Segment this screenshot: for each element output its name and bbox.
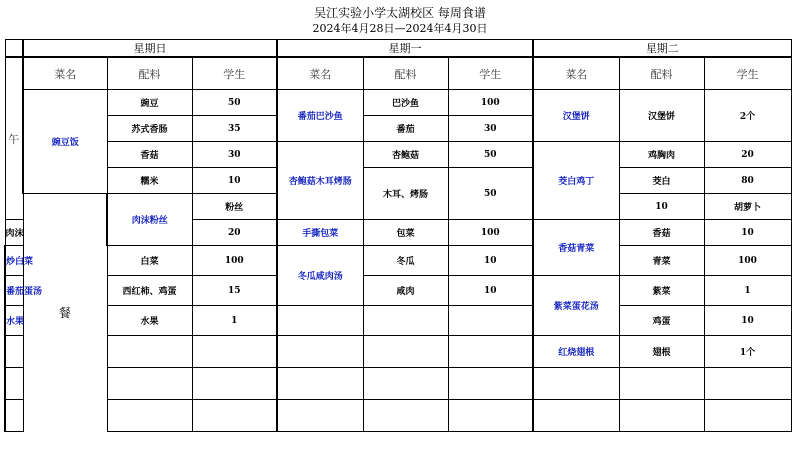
- mon-ingredient: 杏鲍菇: [363, 142, 448, 168]
- sun-qty: 50: [192, 90, 277, 116]
- empty-cell: [363, 400, 448, 432]
- sun-dish-1: 豌豆饭: [23, 90, 107, 194]
- tue-ingredient: 胡萝卜: [704, 194, 791, 220]
- empty-cell: [533, 368, 619, 400]
- empty-cell: [192, 368, 277, 400]
- sun-ingredient: 苏式香肠: [107, 116, 192, 142]
- sun-ingredient: 西红柿、鸡蛋: [107, 276, 192, 306]
- empty-cell: [277, 400, 363, 432]
- empty-cell: [619, 400, 704, 432]
- tue-dish-4: 紫菜蛋花汤: [533, 276, 619, 336]
- empty-cell: [277, 336, 363, 368]
- empty-cell: [192, 336, 277, 368]
- empty-cell: [5, 368, 23, 400]
- empty-cell: [619, 368, 704, 400]
- tue-ingredient: 香菇: [619, 220, 704, 246]
- side-label-wu: 午: [5, 57, 23, 220]
- sun-ingredient: 水果: [107, 306, 192, 336]
- tue-qty: 1: [704, 276, 791, 306]
- sun-qty: 30: [192, 142, 277, 168]
- header-student: 学生: [704, 57, 791, 90]
- mon-ingredient: 咸肉: [363, 276, 448, 306]
- tue-ingredient: 茭白: [619, 168, 704, 194]
- day-sunday: 星期日: [23, 40, 277, 58]
- header-ingredient: 配料: [619, 57, 704, 90]
- tue-qty: 10: [704, 220, 791, 246]
- day-monday: 星期一: [277, 40, 533, 58]
- tue-ingredient: 鸡胸肉: [619, 142, 704, 168]
- empty-cell: [277, 306, 363, 336]
- empty-cell: [5, 336, 23, 368]
- mon-ingredient: 包菜: [363, 220, 448, 246]
- sun-qty: 10: [619, 194, 704, 220]
- mon-qty: 30: [448, 116, 533, 142]
- tue-ingredient: 紫菜: [619, 276, 704, 306]
- sun-qty: 20: [192, 220, 277, 246]
- empty-cell: [363, 306, 448, 336]
- sun-qty: 35: [192, 116, 277, 142]
- sun-ingredient: 肉沫: [5, 220, 23, 246]
- empty-cell: [533, 400, 619, 432]
- mon-qty: 100: [448, 220, 533, 246]
- tue-ingredient: 翅根: [619, 336, 704, 368]
- mon-ingredient: 冬瓜: [363, 246, 448, 276]
- tue-qty: 10: [704, 306, 791, 336]
- empty-cell: [363, 336, 448, 368]
- empty-cell: [448, 368, 533, 400]
- empty-cell: [5, 400, 23, 432]
- sun-ingredient: 粉丝: [192, 194, 277, 220]
- sun-qty: 1: [192, 306, 277, 336]
- empty-cell: [107, 336, 192, 368]
- mon-dish-1: 番茄巴沙鱼: [277, 90, 363, 142]
- empty-cell: [448, 306, 533, 336]
- empty-cell: [448, 336, 533, 368]
- empty-cell: [448, 400, 533, 432]
- tue-qty: 80: [704, 168, 791, 194]
- mon-dish-4: 冬瓜咸肉汤: [277, 246, 363, 306]
- sun-qty: 10: [192, 168, 277, 194]
- menu-table: [4, 39, 792, 432]
- tue-ingredient: 汉堡饼: [619, 90, 704, 142]
- tue-dish-5: 红烧翅根: [533, 336, 619, 368]
- empty-cell: [192, 400, 277, 432]
- empty-cell: [363, 368, 448, 400]
- empty-cell: [277, 368, 363, 400]
- mon-qty: 10: [448, 246, 533, 276]
- mon-qty: 10: [448, 276, 533, 306]
- mon-ingredient: 巴沙鱼: [363, 90, 448, 116]
- tue-qty: 20: [704, 142, 791, 168]
- tue-qty: 100: [704, 246, 791, 276]
- mon-dish-2: 杏鲍菇木耳烤肠: [277, 142, 363, 220]
- mon-qty: 50: [448, 142, 533, 168]
- tue-qty: 2个: [704, 90, 791, 142]
- tue-dish-3: 香菇青菜: [533, 220, 619, 276]
- sun-dish-4: 番茄蛋汤: [5, 276, 23, 306]
- sun-dish-5: 水果: [5, 306, 23, 336]
- header-dish: 菜名: [277, 57, 363, 90]
- sun-dish-3: 炒白菜: [5, 246, 23, 276]
- sun-ingredient: 豌豆: [107, 90, 192, 116]
- tue-ingredient: 青菜: [619, 246, 704, 276]
- header-dish: 菜名: [23, 57, 107, 90]
- empty-cell: [107, 368, 192, 400]
- side-label-can: 餐: [23, 194, 107, 432]
- header-ingredient: 配料: [363, 57, 448, 90]
- corner-cell: [5, 40, 23, 58]
- page-title: 吴江实验小学太湖校区 每周食谱: [314, 6, 486, 20]
- tue-dish-1: 汉堡饼: [533, 90, 619, 142]
- mon-ingredient: 木耳、烤肠: [363, 168, 448, 220]
- header-student: 学生: [192, 57, 277, 90]
- sun-ingredient: 香菇: [107, 142, 192, 168]
- empty-cell: [704, 400, 791, 432]
- day-tuesday: 星期二: [533, 40, 791, 58]
- header-student: 学生: [448, 57, 533, 90]
- empty-cell: [704, 368, 791, 400]
- sun-qty: 100: [192, 246, 277, 276]
- sun-ingredient: 糯米: [107, 168, 192, 194]
- header-ingredient: 配料: [107, 57, 192, 90]
- tue-ingredient: 鸡蛋: [619, 306, 704, 336]
- mon-qty: 50: [448, 168, 533, 220]
- header-dish: 菜名: [533, 57, 619, 90]
- sun-dish-2: 肉沫粉丝: [107, 194, 192, 246]
- sun-ingredient: 白菜: [107, 246, 192, 276]
- mon-dish-3: 手撕包菜: [277, 220, 363, 246]
- tue-qty: 1个: [704, 336, 791, 368]
- sun-qty: 15: [192, 276, 277, 306]
- tue-dish-2: 茭白鸡丁: [533, 142, 619, 220]
- mon-ingredient: 番茄: [363, 116, 448, 142]
- empty-cell: [107, 400, 192, 432]
- mon-qty: 100: [448, 90, 533, 116]
- date-range: 2024年4月28日—2024年4月30日: [312, 22, 488, 35]
